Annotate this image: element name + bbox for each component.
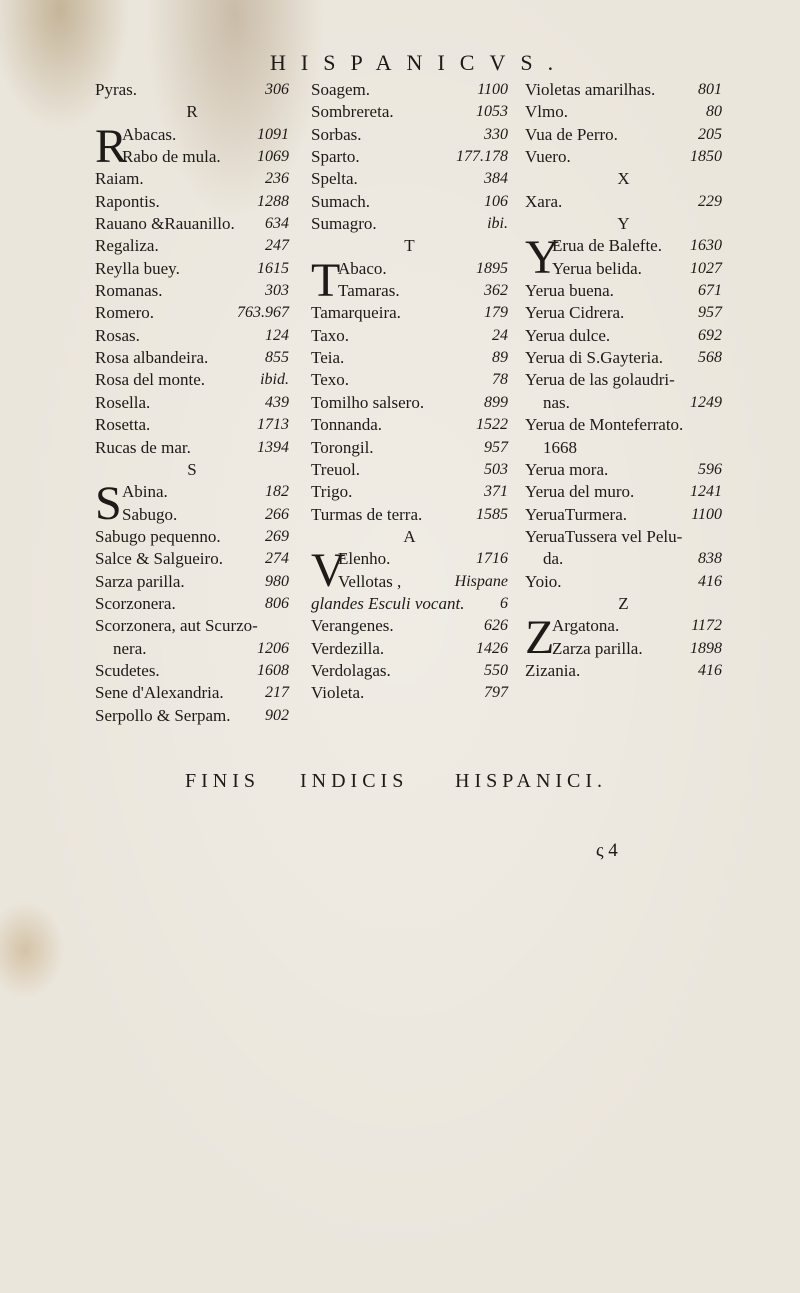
index-entry: [525, 146, 722, 168]
index-entry: [311, 459, 508, 481]
entry-term: YeruaTurmera.: [525, 504, 627, 524]
entry-page-number: 80: [706, 103, 722, 121]
entry-page-number: 274: [265, 550, 289, 568]
index-entry: Sabugo. 266: [122, 504, 289, 524]
entry-term: Sumach.: [311, 191, 371, 211]
entry-list-s2: [95, 660, 289, 727]
entry-term: Teia.: [311, 348, 345, 368]
entry-term: Sarza parilla.: [95, 571, 185, 591]
entry-term: Romanas.: [95, 281, 163, 301]
entry-page-number: 106: [484, 192, 508, 210]
entry-term: Sumagro.: [311, 214, 377, 234]
entry-term: Salce & Salgueiro.: [95, 549, 223, 569]
entry-term: Romero.: [95, 303, 155, 323]
entry-list-r: [95, 168, 289, 458]
entry-term: Violeta.: [311, 683, 365, 703]
index-entry: [525, 191, 722, 213]
index-entry: [95, 660, 289, 682]
entry-page-number: 596: [698, 460, 722, 478]
entry-page-number: 1615: [257, 259, 289, 277]
entry-term: Rauano &Rauanillo.: [95, 214, 235, 234]
entry-term: Yerua mora.: [525, 459, 609, 479]
entry-page-number: 1288: [257, 192, 289, 210]
entry-page-number: 1053: [476, 103, 508, 121]
index-entry: Yerua de Monteferrato.: [525, 415, 684, 435]
entry-page-number: 269: [265, 527, 289, 545]
drop-cap: Z: [525, 611, 555, 665]
entry-list-s-cont: [311, 79, 508, 235]
index-entry: [311, 79, 508, 101]
entry-page-number: 902: [265, 706, 289, 724]
entry-page-number: 671: [698, 282, 722, 300]
index-entry: [311, 638, 508, 660]
index-entry: [311, 347, 508, 369]
entry-term: Sparto.: [311, 147, 360, 167]
entry-page-number: 78: [492, 371, 508, 389]
entry-list-y: [525, 280, 722, 392]
entry-term: Rapontis.: [95, 191, 160, 211]
index-entry: [525, 347, 722, 369]
entry-page-number: 1394: [257, 438, 289, 456]
entry-page-number: 124: [265, 326, 289, 344]
entry-page-number: 1608: [257, 661, 289, 679]
drop-cap: V: [311, 544, 346, 598]
entry-term: Tomilho salsero.: [311, 392, 425, 412]
index-entry: Tamaras. 362: [338, 281, 508, 301]
index-entry: [311, 146, 508, 168]
index-entry: [95, 325, 289, 347]
index-entry: Pyras. 306: [95, 80, 289, 99]
index-entry: [525, 325, 722, 347]
entry-term: Zizania.: [525, 660, 581, 680]
index-entry: Yoio. 416: [525, 571, 722, 591]
entry-list-z: [525, 660, 722, 682]
entry-term: Torongil.: [311, 437, 374, 457]
entry-list-y2: [525, 459, 722, 526]
index-entry: [311, 325, 508, 347]
drop-cap-block-r: [95, 119, 289, 173]
entry-term: Vlmo.: [525, 102, 568, 122]
entry-list-v: [311, 615, 508, 704]
entry-page-number: 980: [265, 572, 289, 590]
entry-page-number: 957: [698, 304, 722, 322]
index-entry: [311, 213, 508, 235]
drop-cap-block-t: [311, 253, 508, 307]
index-entry: [311, 124, 508, 146]
index-entry: [525, 302, 722, 324]
index-entry: [311, 414, 508, 436]
index-entry: [95, 526, 289, 548]
index-entry: [525, 481, 722, 503]
section-letter-z: Z: [618, 593, 629, 613]
entry-page-number: 1426: [476, 639, 508, 657]
index-entry: [95, 571, 289, 593]
index-entry: [525, 124, 722, 146]
index-entry: Elenho. 1716: [338, 549, 508, 569]
entry-term: Soagem.: [311, 80, 371, 99]
entry-term: Violetas amarilhas.: [525, 80, 656, 99]
drop-cap-block-y: [525, 231, 722, 285]
entry-term: Yerua del muro.: [525, 482, 635, 502]
index-entry: [525, 660, 722, 682]
index-entry: [311, 682, 508, 704]
index-entry: Rabo de mula. 1069: [122, 147, 289, 167]
entry-list-t: [311, 302, 508, 525]
entry-page-number: 303: [265, 282, 289, 300]
entry-page-number: 806: [265, 594, 289, 612]
entry-term: Taxo.: [311, 325, 349, 345]
entry-page-number: 416: [698, 661, 722, 679]
entry-term: Rosetta.: [95, 415, 151, 435]
entry-page-number: 229: [698, 192, 722, 210]
entry-page-number: 439: [265, 393, 289, 411]
entry-page-number: 236: [265, 170, 289, 188]
entry-term: Tonnanda.: [311, 415, 383, 435]
index-entry: [311, 660, 508, 682]
section-letter-s: S: [187, 459, 197, 479]
index-entry: [311, 392, 508, 414]
drop-cap-block-v: [311, 544, 508, 598]
entry-term: Regaliza.: [95, 236, 159, 256]
index-entry: [95, 548, 289, 570]
index-entry: [95, 191, 289, 213]
index-entry: da. 838: [543, 549, 722, 569]
index-entry: YeruaTussera vel Pelu-: [525, 526, 683, 546]
entry-term: Verdolagas.: [311, 660, 391, 680]
entry-page-number: 957: [484, 438, 508, 456]
entry-term: Vuero.: [525, 147, 571, 167]
entry-term: Yerua dulce.: [525, 325, 611, 345]
entry-term: Xara.: [525, 191, 563, 211]
entry-page-number: 247: [265, 237, 289, 255]
entry-page-number: ibi.: [487, 215, 508, 233]
index-entry: [525, 79, 722, 101]
entry-page-number: 797: [484, 684, 508, 702]
entry-page-number: 179: [484, 304, 508, 322]
colophon-finis: [185, 770, 655, 800]
drop-cap: T: [311, 253, 341, 307]
index-entry: Argatona. 1172: [552, 616, 722, 636]
index-entry: [311, 168, 508, 190]
index-entry: [95, 347, 289, 369]
entry-term: Sorbas.: [311, 124, 362, 144]
drop-cap-block-s: [95, 477, 289, 531]
signature-mark: ς 4: [596, 840, 618, 861]
entry-page-number: 1713: [257, 416, 289, 434]
index-entry: [95, 258, 289, 280]
entry-term: Yerua di S.Gayteria.: [525, 348, 664, 368]
index-entry: Abaco. 1895: [338, 258, 508, 278]
entry-page-number: 692: [698, 326, 722, 344]
entry-page-number: 855: [265, 349, 289, 367]
entry-page-number: 503: [484, 460, 508, 478]
finis-word: FINIS: [185, 770, 261, 792]
entry-term: Tamarqueira.: [311, 303, 401, 323]
entry-page-number: 1585: [476, 505, 508, 523]
entry-page-number: 177.178: [456, 148, 508, 166]
index-entry: [525, 369, 722, 391]
entry-term: Raiam.: [95, 169, 144, 189]
entry-page-number: 1522: [476, 416, 508, 434]
entry-list-v-cont: [525, 79, 722, 168]
section-letter-r: R: [186, 102, 198, 122]
entry-page-number: 330: [484, 125, 508, 143]
index-entry: [95, 168, 289, 190]
drop-cap: R: [95, 119, 128, 173]
index-entry: Abacas. 1091: [122, 124, 289, 144]
index-entry: [95, 437, 289, 459]
entry-term: Trigo.: [311, 482, 353, 502]
index-entry: glandes Esculi vocant. 6: [311, 593, 508, 613]
entry-page-number: 1850: [690, 148, 722, 166]
entry-page-number: 634: [265, 215, 289, 233]
index-entry: [95, 235, 289, 257]
entry-term: Rosella.: [95, 392, 151, 412]
entry-term: Reylla buey.: [95, 258, 180, 278]
entry-page-number: 1100: [691, 505, 722, 523]
entry-page-number: 550: [484, 661, 508, 679]
entry-page-number: 1241: [690, 483, 722, 501]
entry-list-x: [525, 191, 722, 213]
index-entry: Erua de Balefte. 1630: [552, 236, 722, 256]
entry-term: Sene d'Alexandria.: [95, 683, 224, 703]
entry-term: Serpollo & Serpam.: [95, 705, 231, 725]
index-entry: [95, 369, 289, 391]
index-entry: [311, 302, 508, 324]
index-entry: [311, 369, 508, 391]
entry-page-number: 801: [698, 81, 722, 98]
entry-page-number: 217: [265, 684, 289, 702]
entry-term: Yerua de las golaudri-: [525, 370, 675, 390]
index-entry: [95, 414, 289, 436]
index-entry: [95, 392, 289, 414]
entry-page-number: 763.967: [237, 304, 289, 322]
indicis-word: INDICIS: [300, 770, 409, 792]
index-entry: Yerua belida. 1027: [552, 258, 722, 278]
index-entry: Scorzonera, aut Scurzo-: [95, 616, 258, 636]
drop-cap-block-z: [525, 611, 722, 665]
drop-cap: Y: [525, 231, 560, 285]
entry-term: Spelta.: [311, 169, 358, 189]
index-entry: [311, 191, 508, 213]
entry-term: Rosa del monte.: [95, 370, 206, 390]
entry-page-number: 626: [484, 617, 508, 635]
entry-page-number: 89: [492, 349, 508, 367]
entry-term: Yerua buena.: [525, 281, 614, 301]
entry-term: Verdezilla.: [311, 638, 385, 658]
index-entry: [95, 302, 289, 324]
entry-page-number: 24: [492, 326, 508, 344]
index-entry: [95, 280, 289, 302]
index-column-2: [311, 79, 508, 705]
index-entry: [525, 459, 722, 481]
entry-page-number: 384: [484, 170, 508, 188]
section-letter-t: T: [404, 236, 415, 256]
entry-page-number: 568: [698, 349, 722, 367]
entry-page-number: 371: [484, 483, 508, 501]
entry-page-number: 205: [698, 125, 722, 143]
index-entry: [525, 504, 722, 526]
entry-term: Rosa albandeira.: [95, 348, 209, 368]
index-entry: [525, 101, 722, 123]
index-entry: [311, 504, 508, 526]
index-entry: nas. 1249: [543, 392, 722, 412]
index-entry: Vellotas , Hispane: [338, 571, 508, 591]
index-column-3: [525, 79, 722, 682]
entry-term: Scorzonera.: [95, 593, 176, 613]
section-letter-y: Y: [617, 214, 630, 234]
entry-term: Texo.: [311, 370, 349, 390]
index-entry: [95, 705, 289, 727]
section-letter-x: X: [617, 169, 630, 189]
index-entry: [311, 101, 508, 123]
hispanici-word: HISPANICI.: [455, 770, 608, 792]
index-entry: [311, 481, 508, 503]
entry-term: Sabugo pequenno.: [95, 526, 221, 546]
entry-term: Vua de Perro.: [525, 124, 618, 144]
entry-page-number: ibid.: [260, 371, 289, 389]
entry-term: Verangenes.: [311, 616, 394, 636]
entry-page-number: 899: [484, 393, 508, 411]
index-entry: [311, 437, 508, 459]
entry-term: Turmas de terra.: [311, 504, 423, 524]
entry-term: Yerua Cidrera.: [525, 303, 625, 323]
index-entry: Zarza parilla. 1898: [552, 638, 722, 658]
section-letter-v: A: [403, 526, 416, 546]
index-entry: nera. 1206: [113, 638, 289, 658]
drop-cap: S: [95, 477, 122, 531]
index-entry: [95, 593, 289, 615]
index-entry: [311, 615, 508, 637]
entry-term: Sombrereta.: [311, 102, 394, 122]
entry-term: Scudetes.: [95, 660, 160, 680]
entry-term: Rucas de mar.: [95, 437, 191, 457]
entry-term: Treuol.: [311, 459, 360, 479]
index-entry: 1668: [543, 437, 577, 457]
index-entry: Abina. 182: [122, 482, 289, 502]
index-entry: [525, 280, 722, 302]
index-entry: [95, 213, 289, 235]
running-head: HISPANICVS.: [270, 50, 569, 75]
entry-list-s: [95, 526, 289, 615]
entry-page-number: 1100: [477, 81, 508, 98]
entry-term: Rosas.: [95, 325, 140, 345]
index-entry: [95, 682, 289, 704]
index-column-1: [95, 79, 289, 727]
